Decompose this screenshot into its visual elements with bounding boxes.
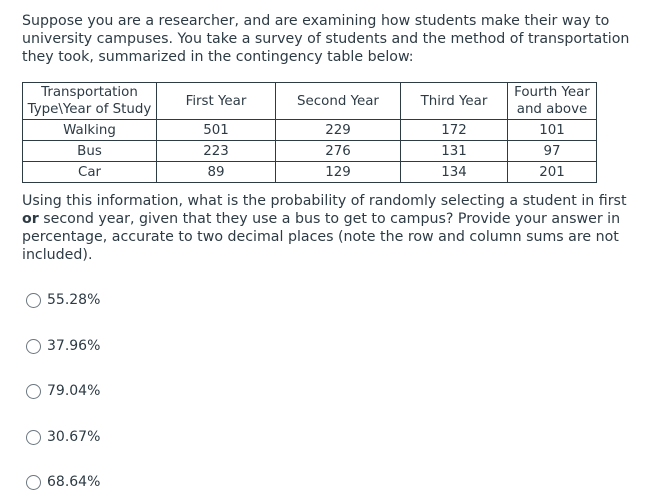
- answer-option-5[interactable]: [26, 474, 100, 490]
- corner-header-line2: Type\Year of Study: [27, 102, 152, 117]
- row-label: Walking: [23, 120, 157, 141]
- fourth-year-header-line1: Fourth Year: [514, 85, 590, 100]
- column-header-second-year: Second Year: [276, 83, 401, 120]
- table-row-walking: [23, 120, 597, 141]
- prompt-emphasis: or: [22, 211, 39, 227]
- radio-button[interactable]: [26, 293, 41, 308]
- table-cell: 129: [276, 162, 401, 183]
- column-header-first-year: First Year: [157, 83, 276, 120]
- row-label: Bus: [23, 141, 157, 162]
- answer-option-3[interactable]: [26, 383, 100, 399]
- table-cell: 131: [401, 141, 508, 162]
- radio-button[interactable]: [26, 430, 41, 445]
- column-header-third-year: Third Year: [401, 83, 508, 120]
- table-cell: 223: [157, 141, 276, 162]
- radio-button[interactable]: [26, 339, 41, 354]
- option-label: 30.67%: [47, 429, 101, 445]
- question-prompt: [22, 192, 632, 264]
- table-cell: 101: [508, 120, 597, 141]
- question-intro: Suppose you are a researcher, and are examining how students make their way to university campuses. You take a survey of students and the method of transportation they took, summarized in the contingency table below:: [22, 13, 630, 65]
- table-cell: 201: [508, 162, 597, 183]
- table-cell: 134: [401, 162, 508, 183]
- answer-option-1[interactable]: [26, 292, 100, 308]
- contingency-table: [22, 82, 597, 183]
- option-label: 79.04%: [47, 383, 101, 399]
- table-cell: 97: [508, 141, 597, 162]
- prompt-text-part2: second year, given that they use a bus to get to campus? Provide your answer in percentage, accurate to two decimal places (note the row and column sums are not included).: [22, 211, 621, 263]
- table-row-car: [23, 162, 597, 183]
- table-header-row: [23, 83, 597, 120]
- row-label: Car: [23, 162, 157, 183]
- option-label: 68.64%: [47, 474, 101, 490]
- option-label: 37.96%: [47, 338, 101, 354]
- fourth-year-header-line2: and above: [516, 102, 588, 117]
- column-header-fourth-year: [508, 83, 597, 120]
- answer-option-2[interactable]: [26, 338, 100, 354]
- option-label: 55.28%: [47, 292, 101, 308]
- table-row-bus: [23, 141, 597, 162]
- table-corner-header: [23, 83, 157, 120]
- table-cell: 89: [157, 162, 276, 183]
- table-cell: 172: [401, 120, 508, 141]
- table-cell: 229: [276, 120, 401, 141]
- table-cell: 276: [276, 141, 401, 162]
- table-cell: 501: [157, 120, 276, 141]
- answer-option-4[interactable]: [26, 429, 100, 445]
- prompt-text-part1: Using this information, what is the probability of randomly selecting a student in first: [22, 193, 627, 209]
- radio-button[interactable]: [26, 384, 41, 399]
- corner-header-line1: Transportation: [41, 85, 138, 100]
- radio-button[interactable]: [26, 475, 41, 490]
